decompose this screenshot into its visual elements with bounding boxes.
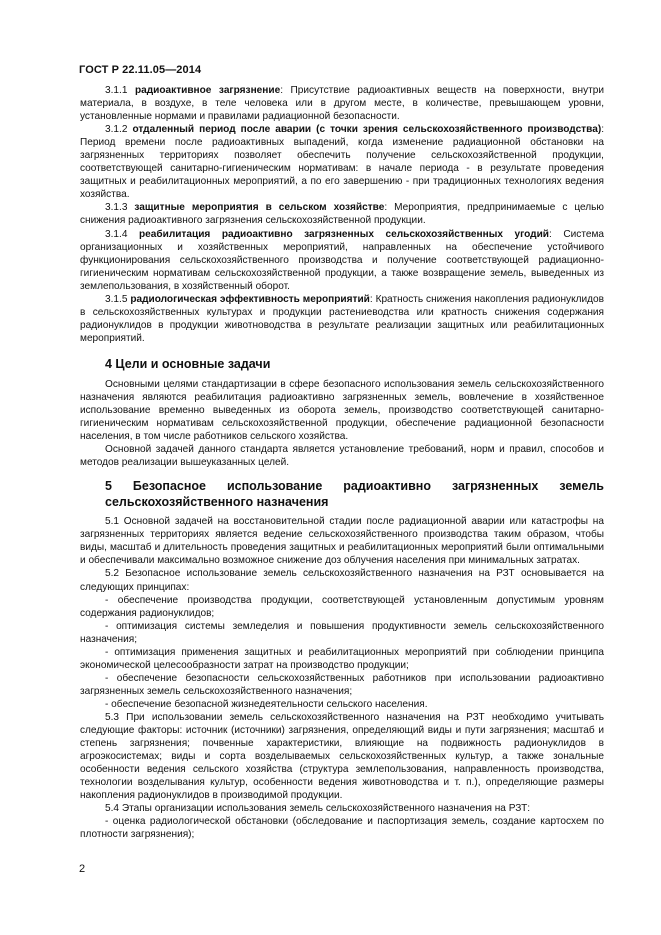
- term: защитные мероприятия в сельском хозяйстве: [134, 202, 385, 214]
- definition-3-1-2: 3.1.2 отдаленный период после аварии (с точки зрения сельскохозяйственного производства): Период времени после радиоактивных выпадений, когда изменение радиационной обстановки на загрязненных территориях позволяет обеспечить получение сельскохозяйственной продукции, соответствующей санитарно-гигиеническим нормативам: в начале периода - в результате проведения защитных и реабилитационных мероприятий, а по его завершению - при традиционных технологиях ведения хозяйства.: [80, 124, 604, 201]
- document-header: ГОСТ Р 22.11.05—2014: [79, 64, 202, 76]
- list-item: - обеспечение производства продукции, соответствующей установленным допустимым уровням содержания радионуклидов;: [80, 594, 604, 619]
- paragraph: Основными целями стандартизации в сфере безопасного использования земель сельскохозяйственного назначения являются реабилитация радиоактивно загрязненных земель, вовлечение в хозяйственное использование временно выведенных из оборота земель, производство соответствующей санитарно-гигиеническим нормативам сельскохозяйственной продукции, обеспечение радиационной безопасности населения, в том числе работников сельского хозяйства.: [80, 378, 604, 443]
- term: радиоактивное загрязнение: [134, 85, 281, 96]
- page-number: 2: [79, 863, 86, 875]
- list-item: - обеспечение безопасности сельскохозяйственных работников при использовании радиоактивно загрязненных земель сельскохозяйственного назначения;: [80, 672, 604, 697]
- definition-3-1-4: 3.1.4 реабилитация радиоактивно загрязненных сельскохозяйственных угодий: Система организационных и хозяйственных мероприятий, направленных на обеспечение устойчивого функционирования сельскохозяйственного производства и получение соответствующей радиационно-гигиеническим нормативам сельскохозяйственной продукции, а также возвращение земель, выведенных из землепользования, в хозяйственный оборот.: [80, 228, 604, 292]
- term: радиологическая эффективность мероприятий: [130, 293, 370, 305]
- definition-3-1-5: 3.1.5 радиологическая эффективность мероприятий: Кратность снижения накопления радионуклидов в сельскохозяйственных культурах и продукции растениеводства или кратность снижения содержания радионуклидов в продукции животноводства в результате реализации защитных или реабилитационных мероприятий.: [80, 293, 605, 344]
- list-item: - оптимизация системы земледелия и повышения продуктивности земель сельскохозяйственного назначения;: [80, 620, 604, 645]
- paragraph: 5.2 Безопасное использование земель сельскохозяйственного назначения на РЗТ основывается на следующих принципах:: [80, 568, 604, 593]
- section-4-title: 4 Цели и основные задачи: [105, 356, 271, 371]
- paragraph: 5.1 Основной задачей на восстановительной стадии после радиационной аварии или катастрофы на загрязненных территориях является ведение сельскохозяйственного производства таким образом, чтобы виды, масштаб и длительность проведения защитных и реабилитационных мероприятий были оптимальными и обеспечивали максимально возможное снижение доз облучения населения при минимальных затратах.: [80, 516, 604, 567]
- term: реабилитация радиоактивно загрязненных сельскохозяйственных угодий: [138, 228, 550, 240]
- definition-3-1-3: 3.1.3 защитные мероприятия в сельском хозяйстве: Мероприятия, предпринимаемые с целью снижения радиоактивного загрязнения сельскохозяйственной продукции.: [80, 202, 604, 227]
- term: отдаленный период после аварии (с точки зрения сельскохозяйственного производства): [132, 124, 602, 136]
- paragraph: Основной задачей данного стандарта является установление требований, норм и правил, способов и методов реализации вышеуказанных целей.: [80, 444, 604, 469]
- list-item: - обеспечение безопасной жизнедеятельности сельского населения.: [105, 698, 428, 710]
- list-item: - оптимизация применения защитных и реабилитационных мероприятий при соблюдении принципа экономической целесообразности затрат на производство продукции;: [80, 646, 604, 671]
- paragraph: 5.4 Этапы организации использования земель сельскохозяйственного назначения на РЗТ:: [105, 803, 531, 815]
- paragraph: 5.3 При использовании земель сельскохозяйственного назначения на РЗТ необходимо учитывать следующие факторы: источник (источники) загрязнения, определяющий виды и пути загрязнения; масштаб и степень загрязнения; почвенные характеристики, влияющие на подвижность радионуклидов в агроэкосистемах; виды и сорта возделываемых сельскохозяйственных культур, а также зональные особенности ведения сельского хозяйства (структура землепользования, направленность производства, технологии возделывания культур, особенности ведения животноводства и т. п.), определяющие размеры накопления радионуклидов в производимой продукции.: [80, 711, 604, 802]
- definition-3-1-1: 3.1.1 радиоактивное загрязнение: Присутствие радиоактивных веществ на поверхности, внутри материала, в воздухе, в теле человека или в другом месте, в количестве, превышающем уровни, установленные нормами и правилами радиационной безопасности.: [80, 85, 604, 123]
- page-content: [80, 84, 604, 841]
- list-item: - оценка радиологической обстановки (обследование и паспортизация земель, создание картосхем по плотности загрязнения);: [80, 816, 604, 841]
- section-5-title: 5 Безопасное использование радиоактивно загрязненных земель сельскохозяйственного назначения: [105, 479, 604, 510]
